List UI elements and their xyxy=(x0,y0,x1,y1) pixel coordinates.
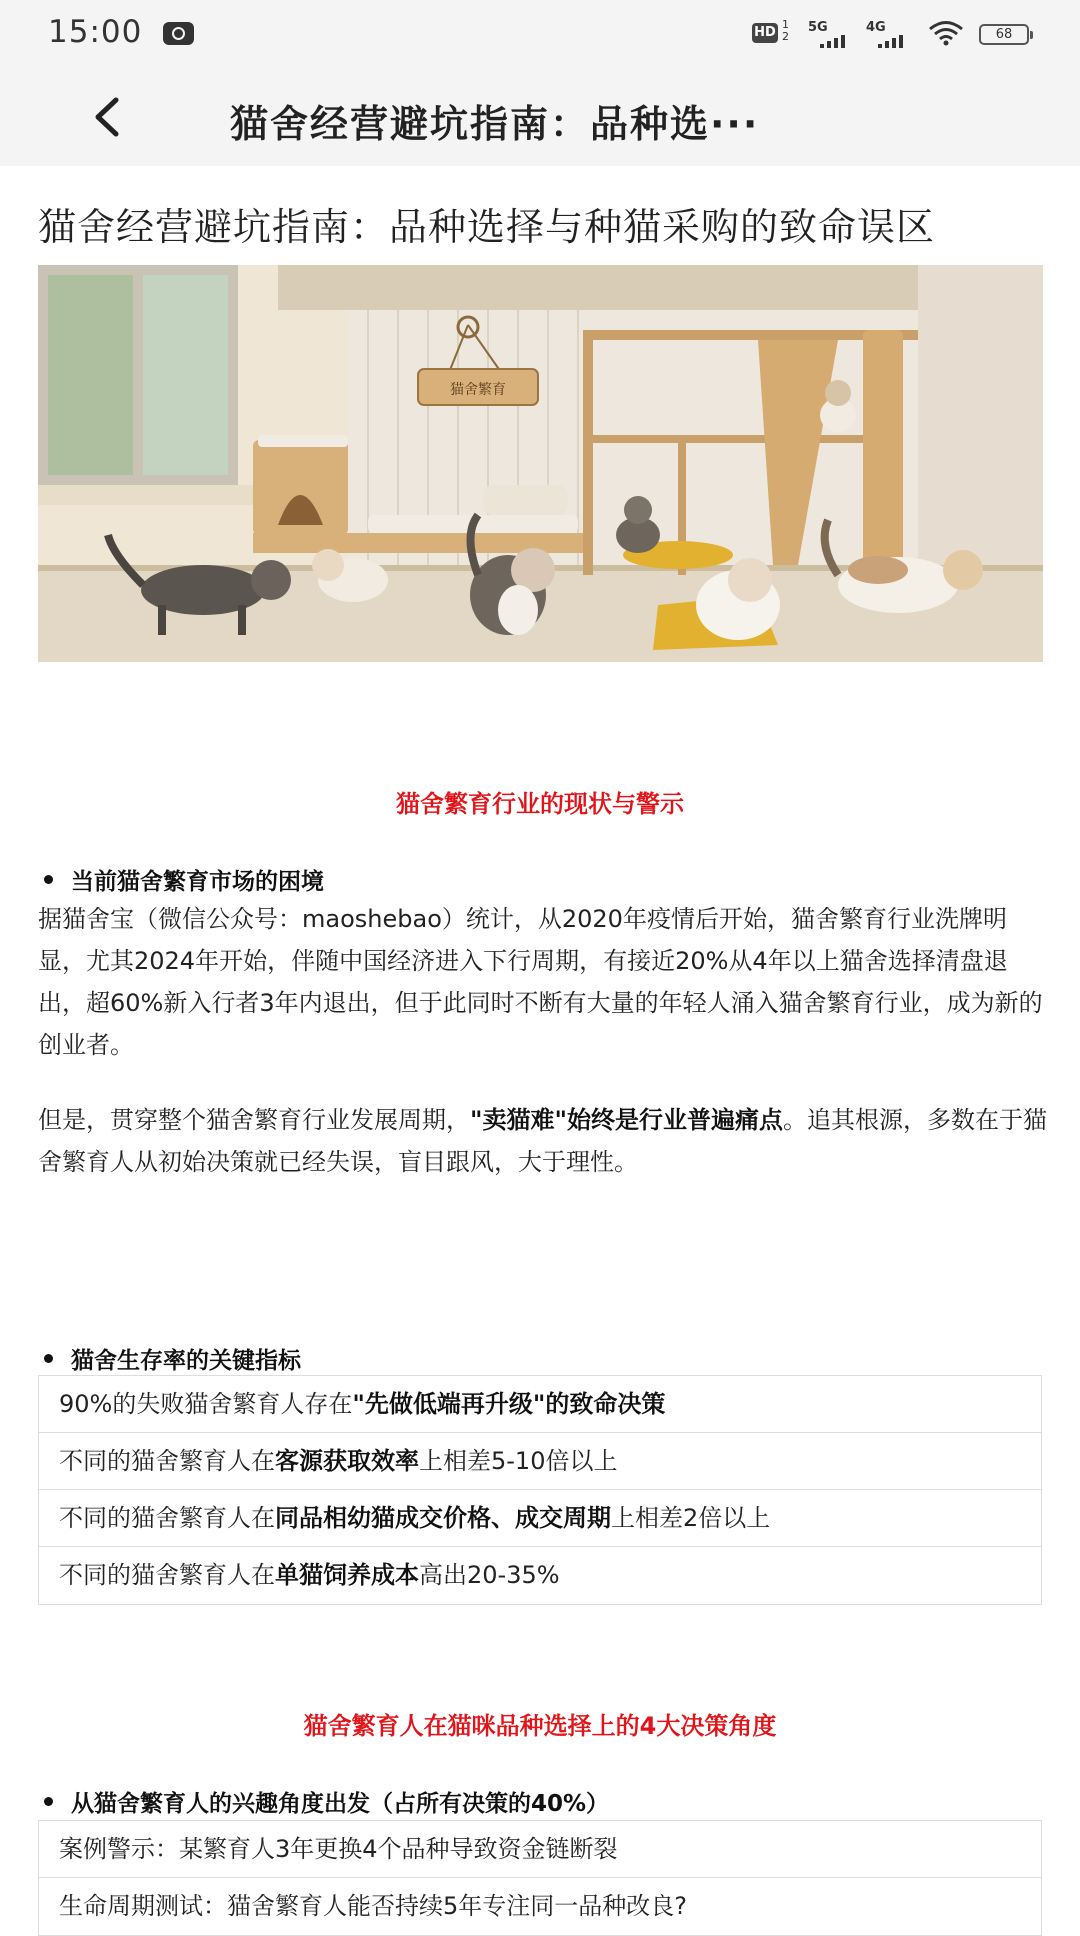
paragraph-text: 但是，贯穿整个猫舍繁育行业发展周期， xyxy=(38,1106,470,1134)
hd-sub-top: 1 xyxy=(782,18,789,31)
bullet-title-text: 猫舍生存率的关键指标 xyxy=(71,1348,301,1374)
bullet-dot-icon xyxy=(44,1797,53,1806)
bullet-dot-icon xyxy=(44,1354,53,1363)
section-heading: 猫舍繁育行业的现状与警示 xyxy=(396,790,684,818)
row-text: 高出20-35% xyxy=(419,1561,560,1589)
chevron-left-icon[interactable] xyxy=(84,92,134,142)
hero-sign-text: 猫舍繁育 xyxy=(450,382,506,398)
table-row xyxy=(39,1547,1041,1604)
table-row: 案例警示：某繁育人3年更换4个品种导致资金链断裂 xyxy=(39,1821,1041,1878)
hd-sim-indicator xyxy=(782,19,789,49)
hero-image xyxy=(38,265,1043,662)
table-row xyxy=(39,1433,1041,1490)
hd-sub-bottom: 2 xyxy=(782,30,789,43)
bullet-title xyxy=(44,1342,301,1375)
hd-icon: HD xyxy=(752,23,778,43)
network-type-5g: 5G xyxy=(808,20,828,35)
bullet-title xyxy=(44,863,324,896)
status-bar xyxy=(0,0,1080,66)
row-text: 不同的猫舍繁育人在 xyxy=(59,1561,275,1589)
battery-icon: 68 xyxy=(979,24,1029,45)
row-emphasis: 客源获取效率 xyxy=(275,1447,419,1475)
table-row xyxy=(39,1376,1041,1433)
signal-icon xyxy=(808,20,852,48)
bullet-dot-icon xyxy=(44,875,53,884)
article-title: 猫舍经营避坑指南：品种选择与种猫采购的致命误区 xyxy=(38,205,936,249)
section-heading: 猫舍繁育人在猫咪品种选择上的4大决策角度 xyxy=(303,1712,777,1740)
bullet-title xyxy=(44,1785,609,1818)
row-text: 不同的猫舍繁育人在 xyxy=(59,1447,275,1475)
cattery-illustration xyxy=(38,265,1043,662)
table-row xyxy=(39,1490,1041,1547)
decision-table xyxy=(38,1820,1042,1936)
row-text: 不同的猫舍繁育人在 xyxy=(59,1504,275,1532)
row-text: 上相差2倍以上 xyxy=(611,1504,771,1532)
paragraph xyxy=(38,1099,1048,1183)
bullet-title-text: 从猫舍繁育人的兴趣角度出发（占所有决策的40%） xyxy=(71,1791,610,1817)
bullet-title-text: 当前猫舍繁育市场的困境 xyxy=(71,869,324,895)
network-type-4g: 4G xyxy=(866,20,886,35)
metrics-table xyxy=(38,1375,1042,1605)
row-text: 上相差5-10倍以上 xyxy=(419,1447,618,1475)
row-text: 90%的失败猫舍繁育人存在 xyxy=(59,1390,353,1418)
row-emphasis: 单猫饲养成本 xyxy=(275,1561,419,1589)
app-notification-icon xyxy=(163,22,194,45)
page-title: 猫舍经营避坑指南：品种选··· xyxy=(230,102,760,146)
nav-bar xyxy=(0,66,1080,166)
table-row: 生命周期测试：猫舍繁育人能否持续5年专注同一品种改良? xyxy=(59,1892,688,1920)
row-emphasis: "先做低端再升级"的致命决策 xyxy=(352,1390,666,1418)
row-emphasis: 同品相幼猫成交价格、成交周期 xyxy=(275,1504,611,1532)
clock: 15:00 xyxy=(48,14,143,50)
paragraph-text: 。追其根源，多数在于猫舍繁育人从初始决策就已经失误，盲目跟风，大于理性。 xyxy=(38,1106,1048,1176)
signal-icon xyxy=(866,20,910,48)
wifi-icon xyxy=(928,20,964,46)
paragraph: 据猫舍宝（微信公众号：maoshebao）统计，从2020年疫情后开始，猫舍繁育行业洗牌明显，尤其2024年开始，伴随中国经济进入下行周期，有接近20%从4年以上猫舍选择清盘退出，超60%新入行者3年内退出，但于此同时不断有大量的年轻人涌入猫舍繁育行业，成为新的创业者。 xyxy=(38,905,1043,1059)
paragraph-emphasis: "卖猫难"始终是行业普遍痛点 xyxy=(470,1106,784,1134)
